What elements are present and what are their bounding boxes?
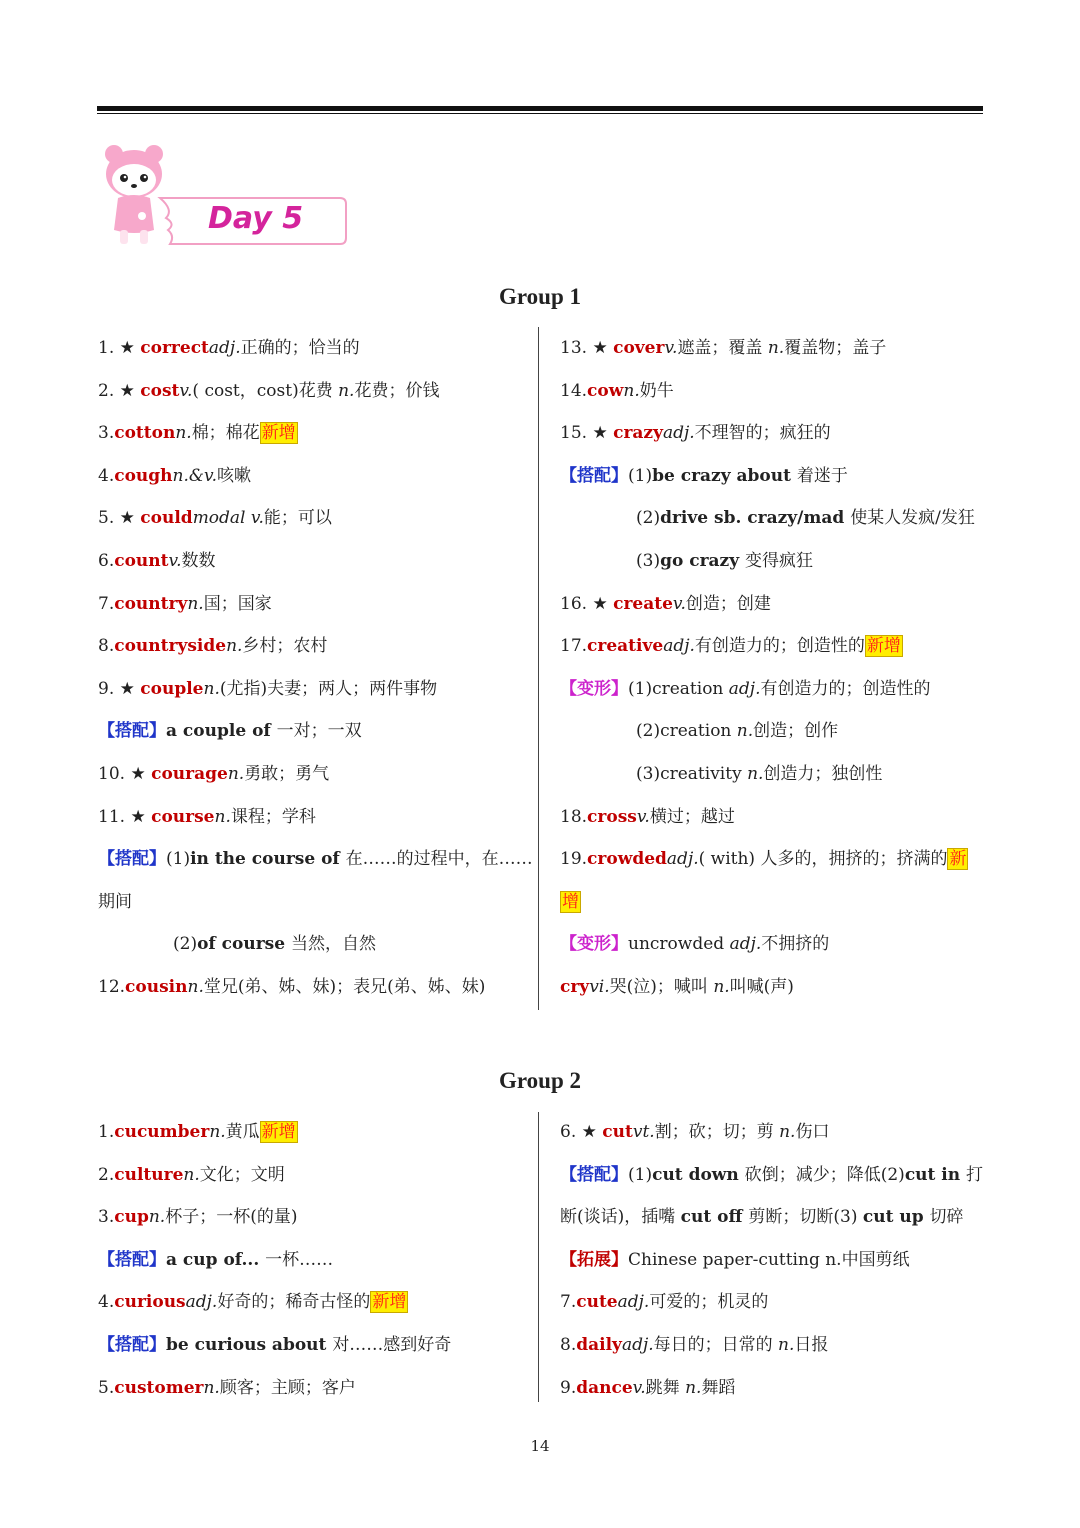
- entry-line: [98, 1330, 451, 1360]
- entry-line: [98, 802, 316, 832]
- entry-headword: create: [613, 593, 673, 614]
- entry-part-of-speech: vi.: [589, 977, 610, 997]
- entry-prefix: (2): [173, 934, 198, 955]
- entry-part-of-speech: n.: [209, 1122, 226, 1142]
- entry-meaning: 可爱的；机灵的: [649, 1292, 769, 1313]
- entry-line: [98, 716, 362, 746]
- entry-part-of-speech: n.: [747, 764, 764, 784]
- entry-meaning: 舞蹈: [701, 1377, 736, 1398]
- column-divider-1: [538, 327, 539, 1010]
- entry-line: [98, 1373, 356, 1403]
- entry-meaning: 日报: [794, 1335, 829, 1355]
- entry-meaning: Chinese paper-cutting n.中国剪纸: [628, 1249, 910, 1270]
- entry-line: [560, 376, 674, 406]
- entry-meaning: 棉；棉花: [191, 423, 260, 444]
- entry-meaning: 创造；创建: [685, 593, 771, 614]
- entry-tag: 【搭配】: [98, 1335, 166, 1355]
- entry-meaning: ( with) 人多的，拥挤的；挤满的: [698, 849, 948, 870]
- entry-line: [636, 546, 813, 576]
- entry-number: 14.: [560, 380, 588, 401]
- group-1-left-column: [98, 333, 538, 1013]
- entry-number: 6.: [98, 551, 115, 571]
- entry-part-of-speech: n.: [203, 1377, 220, 1398]
- entry-tag: 【变形】: [560, 678, 628, 699]
- entry-meaning: 花费；价钱: [354, 380, 440, 401]
- entry-part-of-speech: v.: [168, 551, 182, 571]
- entry-meaning: 遮盖；覆盖: [677, 338, 768, 358]
- entry-headword: crazy: [613, 423, 663, 444]
- entry-line: [560, 1287, 768, 1317]
- entry-number: 10. ★: [98, 764, 152, 784]
- entry-line: [560, 972, 794, 1002]
- entry-headword: count: [114, 551, 169, 571]
- entry-line: [98, 376, 439, 406]
- entry-meaning: 奶牛: [639, 380, 674, 401]
- entry-line: [636, 503, 975, 533]
- entry-headword: cucumber: [114, 1122, 210, 1142]
- entry-line: [98, 1287, 408, 1317]
- entry-number: 2. ★: [98, 380, 141, 401]
- entry-part-of-speech: modal v.: [192, 508, 264, 529]
- entry-meaning: 好奇的；稀奇古怪的: [217, 1292, 371, 1313]
- entry-part-of-speech: n.: [338, 380, 355, 401]
- entry-headword: cost: [140, 380, 180, 401]
- entry-meaning: 课程；学科: [230, 806, 316, 827]
- entry-meaning: 不理智的；疯狂的: [694, 423, 831, 444]
- entry-headword: could: [140, 508, 193, 529]
- banner-title: Day 5: [208, 201, 304, 236]
- entry-line: [98, 1245, 333, 1275]
- entry-line: [560, 1160, 983, 1190]
- entry-part-of-speech: adj.: [728, 678, 761, 699]
- entry-part-of-speech: n.: [778, 1335, 795, 1355]
- entry-phrase: a cup of...: [166, 1249, 266, 1270]
- entry-headword: crowded: [587, 849, 667, 870]
- entry-meaning: 一对；一双: [276, 721, 362, 742]
- entry-meaning: 覆盖物；盖子: [784, 338, 887, 358]
- entry-phrase: in the course of: [190, 849, 346, 870]
- entry-meaning: 堂兄(弟、姊、妹)；表兄(弟、姊、妹): [203, 977, 486, 997]
- entry-tag: 【搭配】: [98, 1249, 166, 1270]
- entry-tag: 【拓展】: [560, 1249, 628, 1270]
- entry-prefix: (2): [636, 508, 661, 529]
- group-1-title: Group 1: [498, 284, 582, 309]
- entry-meaning: 顾客；主顾；客户: [219, 1377, 356, 1398]
- entry-number: 4.: [98, 465, 115, 486]
- entry-headword: customer: [114, 1377, 204, 1398]
- entry-number: 7.: [560, 1292, 577, 1313]
- entry-prefix: (3)creativity: [636, 764, 748, 784]
- entry-meaning: 剪断；切断(3): [748, 1207, 863, 1228]
- entry-meaning: 对……感到好奇: [332, 1335, 452, 1355]
- entry-number: 19.: [560, 849, 588, 870]
- entry-number: 9. ★: [98, 678, 141, 699]
- entry-prefix: (1): [628, 1164, 653, 1185]
- entry-meaning: 跳舞: [645, 1377, 686, 1398]
- entry-line: [560, 802, 735, 832]
- entry-phrase: cut off: [680, 1207, 749, 1228]
- group-2-right-column: [560, 1117, 1000, 1407]
- entry-part-of-speech: n.: [214, 806, 231, 827]
- entry-line: [98, 333, 360, 363]
- entry-headword: dance: [576, 1377, 633, 1398]
- entry-meaning: 着迷于: [796, 465, 848, 486]
- entry-line: [98, 1160, 285, 1190]
- entry-meaning: 咳嗽: [217, 465, 252, 486]
- entry-number: 3.: [98, 1207, 115, 1228]
- entry-number: 12.: [98, 977, 126, 997]
- entry-prefix: (1): [166, 849, 191, 870]
- entry-number: 2.: [98, 1164, 115, 1185]
- entry-headword: couple: [140, 678, 204, 699]
- column-divider-2: [538, 1112, 539, 1402]
- entry-headword: daily: [576, 1335, 622, 1355]
- entry-meaning: 切碎: [929, 1207, 964, 1228]
- entry-phrase: go crazy: [660, 551, 746, 571]
- entry-part-of-speech: adj.: [621, 1335, 654, 1355]
- group-1-right-column: [560, 333, 1000, 1013]
- entry-headword: cry: [560, 977, 590, 997]
- entry-line: [560, 461, 848, 491]
- entry-phrase: cut down: [652, 1164, 745, 1185]
- entry-phrase: be curious about: [166, 1335, 333, 1355]
- entry-part-of-speech: n.: [227, 764, 245, 784]
- entry-headword: correct: [140, 338, 209, 358]
- entry-meaning: 叫喊(声): [729, 977, 794, 997]
- entry-headword: cough: [114, 465, 173, 486]
- group-2-left-column: [98, 1117, 538, 1407]
- entry-meaning: 割；砍；切；剪: [654, 1122, 780, 1142]
- entry-phrase: a couple of: [166, 721, 277, 742]
- entry-part-of-speech: adj.: [208, 338, 241, 358]
- entry-prefix: uncrowded: [628, 934, 730, 955]
- entry-line: [98, 972, 485, 1002]
- entry-number: 4.: [98, 1292, 115, 1313]
- entry-part-of-speech: n.: [685, 1377, 702, 1398]
- entry-number: 17.: [560, 636, 588, 657]
- entry-line: [98, 759, 329, 789]
- entry-meaning: 能；可以: [263, 508, 332, 529]
- entry-meaning: 一杯……: [265, 1249, 334, 1270]
- entry-line: [560, 844, 968, 874]
- entry-number: 6. ★: [560, 1122, 603, 1142]
- page-number: 14: [530, 1437, 550, 1455]
- entry-prefix: (1): [628, 465, 653, 486]
- entry-part-of-speech: adj.: [729, 934, 762, 955]
- entry-number: 11. ★: [98, 806, 152, 827]
- entry-part-of-speech: adj.: [617, 1292, 650, 1313]
- entry-part-of-speech: n.: [713, 977, 730, 997]
- entry-part-of-speech: n.: [175, 423, 192, 444]
- entry-headword: cover: [613, 338, 665, 358]
- entry-tag: 【搭配】: [560, 465, 628, 486]
- entry-part-of-speech: adj.: [666, 849, 699, 870]
- entry-number: 8.: [560, 1335, 577, 1355]
- new-badge: 增: [562, 891, 579, 912]
- entry-tag: 【变形】: [560, 934, 628, 955]
- entry-meaning: 正确的；恰当的: [240, 338, 360, 358]
- entry-headword: countryside: [114, 636, 227, 657]
- entry-meaning: 创造力；独创性: [763, 764, 883, 784]
- entry-meaning: 黄瓜: [225, 1122, 260, 1142]
- entry-part-of-speech: n.: [736, 721, 754, 742]
- entry-number: 1. ★: [98, 338, 141, 358]
- entry-line: [98, 461, 251, 491]
- entry-line: [98, 589, 272, 619]
- new-badge: 新增: [261, 423, 296, 444]
- entry-line: [98, 1117, 298, 1147]
- entry-line: [560, 1202, 964, 1232]
- entry-headword: curious: [114, 1292, 186, 1313]
- entry-line: [98, 503, 332, 533]
- entry-line: [560, 589, 771, 619]
- entry-meaning: 有创造力的；创造性的: [694, 636, 865, 657]
- new-badge: 新增: [866, 636, 901, 657]
- entry-meaning: 使某人发疯/发狂: [850, 508, 975, 529]
- entry-line: [560, 631, 903, 661]
- entry-line: [173, 929, 376, 959]
- entry-meaning: 每日的；日常的: [653, 1335, 779, 1355]
- entry-phrase: drive sb. crazy/mad: [660, 508, 851, 529]
- entry-part-of-speech: adj.: [662, 423, 695, 444]
- entry-line: [98, 418, 298, 448]
- entry-meaning: 杯子；一杯(的量): [165, 1207, 298, 1228]
- entry-meaning: 乡村；农村: [242, 636, 328, 657]
- entry-headword: courage: [151, 764, 228, 784]
- entry-line: [636, 759, 882, 789]
- entry-part-of-speech: n.: [187, 977, 204, 997]
- entry-headword: course: [151, 806, 215, 827]
- entry-meaning: ( cost，cost)花费: [192, 380, 339, 401]
- entry-meaning: 变得疯狂: [745, 551, 814, 571]
- entry-number: 7.: [98, 593, 115, 614]
- entry-meaning: 伤口: [795, 1122, 830, 1142]
- entry-meaning: 打: [966, 1164, 984, 1185]
- entry-part-of-speech: n.: [226, 636, 243, 657]
- entry-number: 15. ★: [560, 423, 614, 444]
- entry-number: 3.: [98, 423, 115, 444]
- entry-meaning: 砍倒；减少；降低(2): [744, 1164, 905, 1185]
- entry-number: 8.: [98, 636, 115, 657]
- entry-part-of-speech: n.: [183, 1164, 200, 1185]
- entry-line: [560, 1330, 828, 1360]
- entry-line: [560, 929, 829, 959]
- entry-line: [560, 1373, 735, 1403]
- entry-line: [98, 887, 132, 917]
- entry-meaning: 横过；越过: [649, 806, 735, 827]
- entry-number: 16. ★: [560, 593, 614, 614]
- entry-line: [560, 333, 886, 363]
- entry-meaning: 期间: [98, 891, 132, 912]
- entry-part-of-speech: n.: [203, 678, 220, 699]
- entry-tag: 【搭配】: [98, 721, 166, 742]
- entry-headword: cotton: [114, 423, 176, 444]
- entry-number: 9.: [560, 1377, 577, 1398]
- entry-line: [636, 716, 838, 746]
- entry-meaning: (尤指)夫妻；两人；两件事物: [219, 678, 438, 699]
- entry-number: 18.: [560, 806, 588, 827]
- entry-meaning: 创造；创作: [753, 721, 839, 742]
- entry-part-of-speech: n.: [779, 1122, 796, 1142]
- entry-part-of-speech: n.: [623, 380, 640, 401]
- entry-tag: 【搭配】: [560, 1164, 628, 1185]
- entry-phrase: cut in: [904, 1164, 967, 1185]
- new-badge: 新: [949, 849, 967, 870]
- entry-headword: cross: [587, 806, 637, 827]
- entry-part-of-speech: n.&v.: [172, 465, 218, 486]
- entry-line: [98, 546, 216, 576]
- entry-phrase: be crazy about: [652, 465, 797, 486]
- entry-meaning: 数数: [181, 551, 216, 571]
- entry-headword: cousin: [125, 977, 188, 997]
- entry-prefix: (3): [636, 551, 661, 571]
- entry-headword: culture: [114, 1164, 184, 1185]
- entry-meaning: 在……的过程中，在……: [345, 849, 533, 870]
- entry-meaning: 当然，自然: [290, 934, 376, 955]
- new-badge: 新增: [372, 1292, 407, 1313]
- entry-headword: cup: [114, 1207, 149, 1228]
- entry-prefix: (2)creation: [636, 721, 737, 742]
- entry-line: [98, 631, 327, 661]
- entry-meaning: 有创造力的；创造性的: [760, 678, 931, 699]
- entry-part-of-speech: v.: [632, 1377, 646, 1398]
- entry-headword: country: [114, 593, 188, 614]
- group-2-title: Group 2: [498, 1068, 582, 1093]
- entry-meaning: 勇敢；勇气: [244, 764, 330, 784]
- entry-line: [98, 1202, 297, 1232]
- entry-part-of-speech: n.: [187, 593, 204, 614]
- entry-meaning: 不拥挤的: [761, 934, 830, 955]
- entry-part-of-speech: n.: [767, 338, 785, 358]
- entry-part-of-speech: v.: [179, 380, 193, 401]
- entry-line: [98, 844, 533, 874]
- entry-part-of-speech: vt.: [632, 1122, 655, 1142]
- top-rule-thin: [97, 113, 983, 114]
- new-badge: 新增: [261, 1122, 296, 1142]
- entry-prefix: (1)creation: [628, 678, 729, 699]
- day-banner: [100, 140, 350, 252]
- entry-line: [560, 887, 581, 917]
- entry-part-of-speech: v.: [664, 338, 678, 358]
- entry-line: [560, 418, 831, 448]
- entry-meaning: 断(谈话)，插嘴: [560, 1207, 681, 1228]
- entry-phrase: cut up: [862, 1207, 930, 1228]
- entry-part-of-speech: adj.: [185, 1292, 218, 1313]
- entry-line: [560, 1245, 910, 1275]
- entry-line: [560, 1117, 829, 1147]
- entry-number: 13. ★: [560, 338, 614, 358]
- entry-meaning: 哭(泣)；喊叫: [609, 977, 714, 997]
- entry-number: 5.: [98, 1377, 115, 1398]
- entry-headword: cute: [576, 1292, 618, 1313]
- entry-meaning: 文化；文明: [199, 1164, 285, 1185]
- entry-number: 1.: [98, 1122, 115, 1142]
- entry-phrase: of course: [197, 934, 291, 955]
- entry-number: 5. ★: [98, 508, 141, 529]
- entry-line: [560, 674, 930, 704]
- entry-part-of-speech: v.: [636, 806, 650, 827]
- entry-part-of-speech: adj.: [663, 636, 695, 657]
- entry-headword: cow: [587, 380, 624, 401]
- entry-part-of-speech: n.: [148, 1207, 166, 1228]
- entry-headword: creative: [587, 636, 664, 657]
- entry-meaning: 国；国家: [203, 593, 272, 614]
- entry-part-of-speech: v.: [672, 593, 686, 614]
- entry-line: [98, 674, 437, 704]
- top-rule-thick: [97, 106, 983, 111]
- entry-tag: 【搭配】: [98, 849, 166, 870]
- entry-headword: cut: [602, 1122, 633, 1142]
